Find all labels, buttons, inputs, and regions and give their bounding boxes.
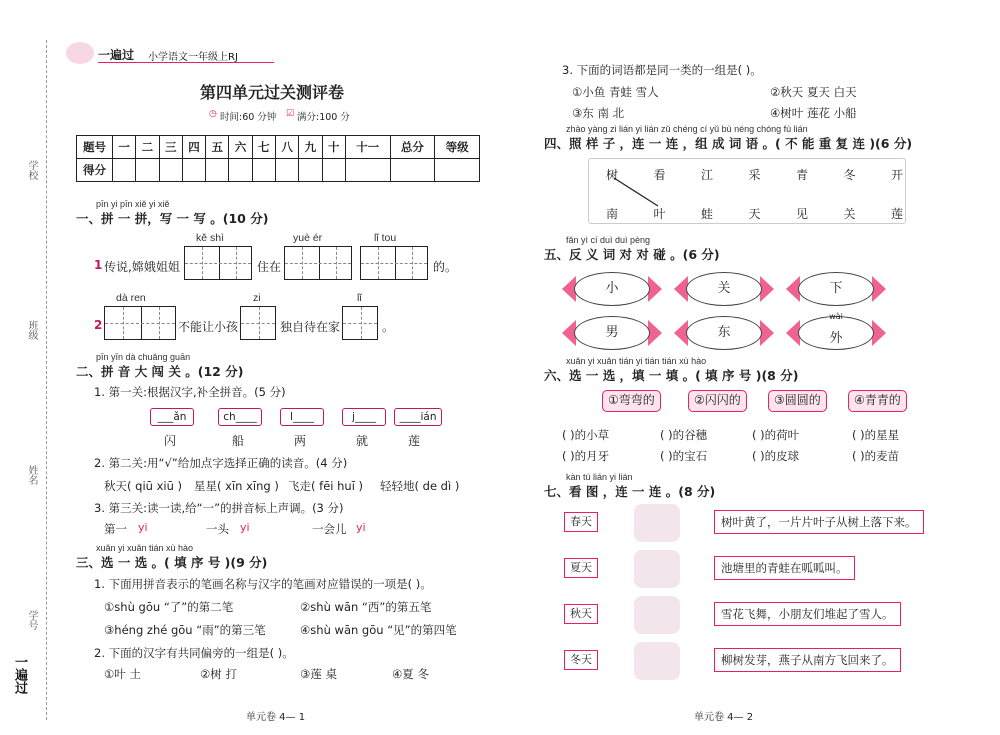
candy-wing-right <box>760 276 774 302</box>
s1-q1-middle: 住在 <box>257 260 282 274</box>
write-box[interactable] <box>360 246 428 280</box>
word-option[interactable]: ④青青的 <box>848 390 907 412</box>
top-char[interactable]: 看 <box>653 168 666 182</box>
fill-blank[interactable]: ( )的小草 <box>562 428 610 442</box>
score-header-cell: 八 <box>275 136 298 159</box>
footer-right: 单元卷 4— 2 <box>694 712 754 723</box>
season-picture[interactable] <box>634 550 680 588</box>
bottom-char[interactable]: 见 <box>796 207 809 221</box>
s5-title: 五、反 义 词 对 对 碰 。(6 分) <box>544 247 720 262</box>
example-line <box>588 158 906 224</box>
tone-word: 第一 <box>104 522 127 536</box>
candy-wing-right <box>872 276 886 302</box>
score-header-cell: 十 <box>322 136 345 159</box>
bottom-char[interactable]: 关 <box>843 207 856 221</box>
s2-title: 二、拼 音 大 闯 关 。(12 分) <box>76 364 244 379</box>
bottom-char[interactable]: 蛙 <box>701 207 714 221</box>
s1-pinyin: pīn yi pīn xiě yi xiě <box>96 199 170 209</box>
margin-id: 学号 <box>26 610 37 630</box>
fill-blank[interactable]: ( )的麦苗 <box>852 449 900 463</box>
s1-q2-num: 2 <box>94 318 103 332</box>
bottom-char[interactable]: 莲 <box>891 207 904 221</box>
brand-logo-icon <box>66 42 94 64</box>
antonym-candy[interactable] <box>798 312 874 350</box>
top-char[interactable]: 江 <box>701 168 714 182</box>
bottom-char[interactable]: 叶 <box>653 207 666 221</box>
top-char[interactable]: 青 <box>796 168 809 182</box>
antonym-candy[interactable]: 关 <box>686 272 762 306</box>
yi-pinyin[interactable]: yi <box>138 521 148 534</box>
s1-q1-num: 1 <box>94 258 103 272</box>
pinyin-fill-box[interactable]: l____ <box>280 408 324 426</box>
season-picture[interactable] <box>634 642 680 680</box>
s3-q1-text: 1. 下面用拼音表示的笔画名称与汉字的笔画对应错误的一项是( )。 <box>94 577 432 591</box>
score-header-cell: 题号 <box>77 136 113 159</box>
wai-char: 外 <box>829 331 843 346</box>
s6-title: 六、选 一 选 ，填 一 填 。( 填 序 号 )(8 分) <box>544 368 799 383</box>
top-char[interactable]: 树 <box>606 168 619 182</box>
write-box[interactable] <box>104 306 176 340</box>
scene-description[interactable]: 柳树发芽，燕子从南方飞回来了。 <box>714 648 901 672</box>
yi-pinyin[interactable]: yi <box>356 521 366 534</box>
s2-pinyin: pīn yīn dà chuǎng guān <box>96 352 191 362</box>
candy-wing-right <box>648 276 662 302</box>
fill-blank[interactable]: ( )的皮球 <box>752 449 800 463</box>
score-label-cell: 得分 <box>77 159 113 182</box>
season-label[interactable]: 春天 <box>564 512 598 532</box>
s2-q2-text: 2. 第二关:用“√”给加点字选择正确的读音。(4 分) <box>94 456 348 470</box>
margin-name: 姓名 <box>26 465 37 485</box>
hanzi-char: 闪 <box>164 434 177 448</box>
score-input-cell[interactable] <box>435 159 480 182</box>
score-input-cell[interactable] <box>345 159 390 182</box>
time-label: 时间:60 分钟 <box>220 112 277 123</box>
candy-wing-right <box>872 320 886 346</box>
tone-word: 一头 <box>206 522 229 536</box>
footer-left: 单元卷 4— 1 <box>246 712 306 723</box>
score-input-cell[interactable] <box>229 159 252 182</box>
score-table <box>76 135 480 182</box>
left-margin <box>8 40 60 730</box>
season-picture[interactable] <box>634 596 680 634</box>
candy-wing-right <box>760 320 774 346</box>
antonym-candy[interactable]: 下 <box>798 272 874 306</box>
scene-description[interactable]: 树叶黄了，一片片叶子从树上落下来。 <box>714 510 924 534</box>
score-header-cell: 四 <box>182 136 205 159</box>
reading-choice[interactable]: 星星( xīn xīng ) <box>194 479 279 493</box>
wai-pinyin: wài <box>829 312 843 321</box>
margin-class: 班级 <box>26 320 37 340</box>
score-input-cell[interactable] <box>299 159 322 182</box>
score-header-cell: 十一 <box>345 136 390 159</box>
score-input-cell[interactable] <box>390 159 435 182</box>
tone-word: 一会儿 <box>312 522 347 536</box>
page-title: 第四单元过关测评卷 <box>200 83 345 102</box>
s3-title: 三、选 一 选 。( 填 序 号 )(9 分) <box>76 555 268 570</box>
s4-pinyin: zhào yàng zi lián yi lián zǔ chéng cí yǔ bù néng chóng fù lián <box>566 124 808 134</box>
score-input-cell[interactable] <box>275 159 298 182</box>
score-input-cell[interactable] <box>113 159 136 182</box>
s7-pinyin: kàn tú lián yi lián <box>566 472 633 482</box>
s1-q1-before: 传说,嫦娥姐姐 <box>104 260 180 274</box>
pinyin-fill-box[interactable]: ____ián <box>394 408 442 426</box>
bottom-char[interactable]: 南 <box>606 207 619 221</box>
season-label[interactable]: 秋天 <box>564 604 598 624</box>
score-header-cell: 五 <box>206 136 229 159</box>
series-label: 小学语文一年级上RJ <box>148 52 238 63</box>
margin-brand: 一遍过 <box>12 655 27 694</box>
s3-q2-text: 2. 下面的汉字有共同偏旁的一组是( )。 <box>94 646 294 660</box>
score-header-cell: 总分 <box>390 136 435 159</box>
word-option[interactable]: ③圆圆的 <box>768 390 827 412</box>
score-input-cell[interactable] <box>159 159 182 182</box>
score-input-cell[interactable] <box>322 159 345 182</box>
candy-wing-right <box>648 320 662 346</box>
s3-pinyin: xuǎn yi xuǎn tián xù hào <box>96 543 194 553</box>
yi-pinyin[interactable]: yi <box>240 521 250 534</box>
clock-icon: ◷ <box>209 109 217 119</box>
s2-q3-text: 3. 第三关:读一读,给“一”的拼音标上声调。(3 分) <box>94 501 344 515</box>
pinyin-fill-box[interactable]: ch____ <box>218 408 262 426</box>
fill-blank[interactable]: ( )的谷穗 <box>660 428 708 442</box>
season-label[interactable]: 夏天 <box>564 558 598 578</box>
score-input-cell[interactable] <box>182 159 205 182</box>
reading-choice[interactable]: 秋天( qiū xiū ) <box>104 479 183 493</box>
score-header-cell: 七 <box>252 136 275 159</box>
score-input-cell[interactable] <box>252 159 275 182</box>
s3-q3-text: 3. 下面的词语都是同一类的一组是( )。 <box>562 63 762 77</box>
check-icon: ☑ <box>286 109 295 119</box>
score-header-cell: 三 <box>159 136 182 159</box>
season-label[interactable]: 冬天 <box>564 650 598 670</box>
hanzi-char: 就 <box>356 434 369 448</box>
hanzi-char: 船 <box>232 434 245 448</box>
s1-q2-end: 。 <box>382 320 395 334</box>
score-header-cell: 二 <box>136 136 159 159</box>
s2-q1-text: 1. 第一关:根据汉字,补全拼音。(5 分) <box>94 385 286 399</box>
s1-q2-middle: 不能让小孩 <box>178 320 239 334</box>
write-box[interactable] <box>342 306 378 340</box>
fill-blank[interactable]: ( )的荷叶 <box>752 428 800 442</box>
s1-title: 一、拼 一 拼，写 一 写 。(10 分) <box>76 211 269 226</box>
write-box[interactable] <box>240 306 276 340</box>
hanzi-char: 莲 <box>408 434 421 448</box>
score-header-cell: 等级 <box>435 136 480 159</box>
score-header-cell: 九 <box>299 136 322 159</box>
reading-choice[interactable]: 轻轻地( de dì ) <box>380 479 460 493</box>
hanzi-char: 两 <box>294 434 307 448</box>
top-char[interactable]: 冬 <box>843 168 856 182</box>
brand-name: 一遍过 <box>98 48 135 62</box>
fill-blank[interactable]: ( )的宝石 <box>660 449 708 463</box>
antonym-candy[interactable]: 小 <box>574 272 650 306</box>
antonym-candy[interactable]: 男 <box>574 316 650 350</box>
score-header-cell: 一 <box>113 136 136 159</box>
pinyin-fill-box[interactable]: j____ <box>342 408 386 426</box>
top-char[interactable]: 开 <box>891 168 904 182</box>
margin-school: 学校 <box>26 160 37 180</box>
top-char[interactable]: 采 <box>748 168 761 182</box>
write-box[interactable] <box>184 246 252 280</box>
fill-blank[interactable]: ( )的月牙 <box>562 449 610 463</box>
full-score-label: 满分:100 分 <box>297 112 350 123</box>
s1-q2-after: 独自待在家 <box>280 320 341 334</box>
antonym-candy[interactable]: 东 <box>686 316 762 350</box>
pinyin-fill-box[interactable]: ___ǎn <box>150 408 194 426</box>
score-input-cell[interactable] <box>136 159 159 182</box>
scene-description[interactable]: 池塘里的青蛙在呱呱叫。 <box>714 556 855 580</box>
s1-q1-end: 的。 <box>433 260 458 274</box>
s4-title: 四、照 样 子 ，连 一 连 ，组 成 词 语 。( 不 能 重 复 连 )(6 分) <box>544 136 913 151</box>
s6-pinyin: xuǎn yi xuǎn tián yi tián tián xù hào <box>566 356 707 366</box>
bottom-char[interactable]: 天 <box>748 207 761 221</box>
fill-blank[interactable]: ( )的星星 <box>852 428 900 442</box>
score-header-cell: 六 <box>229 136 252 159</box>
season-picture[interactable] <box>634 504 680 542</box>
score-input-cell[interactable] <box>206 159 229 182</box>
scene-description[interactable]: 雪花飞舞，小朋友们堆起了雪人。 <box>714 602 901 626</box>
word-option[interactable]: ②闪闪的 <box>688 390 747 412</box>
s5-pinyin: fǎn yì cí duì duì pèng <box>566 235 651 245</box>
reading-choice[interactable]: 飞走( fēi huī ) <box>288 479 364 493</box>
write-box[interactable] <box>284 246 352 280</box>
s7-title: 七、看 图 ，连 一 连 。(8 分) <box>544 484 716 499</box>
word-option[interactable]: ①弯弯的 <box>602 390 661 412</box>
